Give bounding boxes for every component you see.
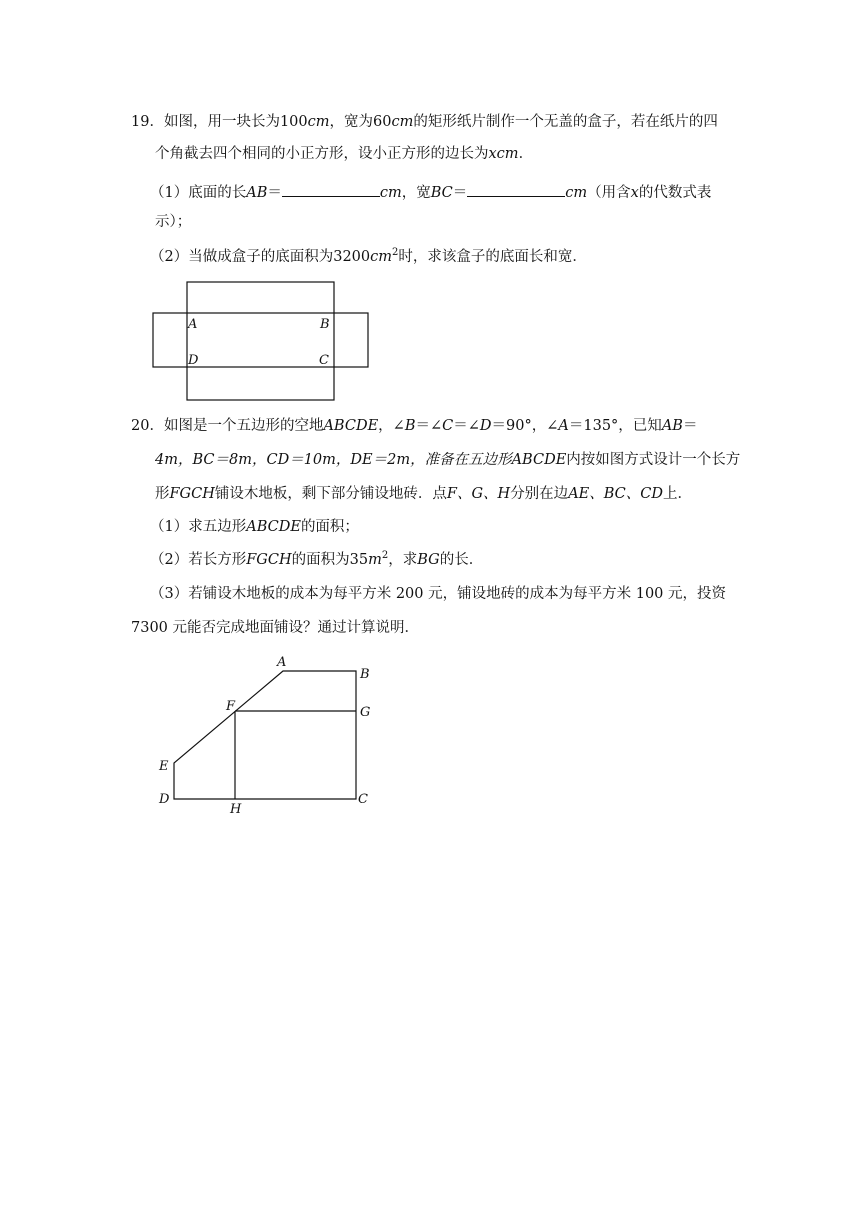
answer-blank-ab[interactable]: [282, 182, 380, 197]
q20-part1-text: （1）求五边形: [150, 519, 247, 535]
q20-text: ，求: [388, 552, 418, 568]
q20-text: 的面积；: [300, 519, 359, 535]
q20-label-c: C: [358, 792, 368, 807]
q19-part1-line-1: [150, 182, 711, 203]
q20-dimensions: 4m，BC＝8m，CD＝10m，DE＝2m，准备在五边形: [155, 452, 512, 468]
q20-line-2: [155, 450, 740, 470]
q19-part2: [150, 247, 587, 267]
q20-angle: A: [558, 418, 569, 434]
q20-rectangle: FGCH: [246, 552, 292, 568]
q19-vertical-rect: [187, 282, 334, 400]
q20-figure: [150, 650, 390, 822]
q20-text: ＝∠: [453, 418, 480, 434]
q20-text: ，∠: [378, 418, 405, 434]
q20-part3-text: 7300 元能否完成地面铺设？通过计算说明．: [131, 620, 420, 636]
q19-text: ，宽: [401, 185, 431, 201]
q19-text: ．: [518, 146, 534, 162]
q20-text: 如图是一个五边形的空地: [163, 418, 324, 434]
q20-part2-text: （2）若长方形: [150, 552, 247, 568]
q20-points: F、G、H: [446, 486, 511, 502]
q19-text: ＝: [452, 185, 468, 201]
q20-text: 形: [155, 486, 170, 502]
q20-edges: AE、BC、CD: [568, 486, 663, 502]
q19-number: 19．: [131, 114, 164, 130]
q20-label-a: A: [277, 655, 287, 670]
q20-segment: BG: [417, 552, 440, 568]
q19-part1-text: （1）底面的长: [150, 185, 247, 201]
q19-line-2: [155, 144, 533, 164]
q20-text: ＝∠: [415, 418, 443, 434]
q20-part3-text: （3）若铺设木地板的成本为每平方米 200 元，铺设地砖的成本为每平方米 100 元，投资: [150, 586, 727, 602]
q20-part3-line-1: [150, 584, 726, 604]
q19-text: 时，求该盒子的底面长和宽．: [398, 249, 587, 265]
q20-text: 内按如图方式设计一个长方: [566, 452, 741, 468]
q20-label-g: G: [360, 705, 371, 720]
q20-angle: B: [404, 418, 416, 434]
q20-text: 的长．: [439, 552, 484, 568]
q20-label-e: E: [159, 759, 169, 774]
q19-text: 示）；: [155, 214, 192, 230]
q19-label-c: C: [319, 353, 329, 368]
q20-number: 20．: [131, 418, 164, 434]
q19-unit: cm: [379, 185, 402, 201]
q19-text: 的矩形纸片制作一个无盖的盒子，若在纸片的四: [413, 114, 718, 130]
q19-width-value: 60: [373, 114, 392, 130]
q19-text: 个角截去四个相同的小正方形，设小正方形的边长为: [155, 146, 489, 162]
q19-unit: cm: [307, 114, 330, 130]
q19-text: （用含: [587, 185, 631, 201]
q19-unit: cm: [391, 114, 414, 130]
q20-polygon: ABCDE: [323, 418, 379, 434]
answer-blank-bc[interactable]: [467, 182, 565, 197]
q20-angle: C: [442, 418, 454, 434]
q20-segment: AB: [661, 418, 683, 434]
q19-text: 如图，用一块长为: [163, 114, 280, 130]
q19-figure: [150, 280, 372, 402]
q19-text: ＝: [267, 185, 282, 201]
q19-horizontal-rect: [153, 313, 368, 367]
q19-part1-line-2: [155, 212, 191, 232]
q20-label-d: D: [159, 792, 170, 807]
q20-angle: D: [479, 418, 492, 434]
q19-part2-text: （2）当做成盒子的底面积为: [150, 249, 334, 265]
q20-area-value: 35: [349, 552, 369, 568]
q19-variable: xcm: [488, 146, 519, 162]
q20-label-f: F: [226, 699, 236, 714]
q20-text: ＝: [682, 418, 698, 434]
q19-exponent: 2: [392, 247, 399, 259]
q20-pentagon: [174, 671, 356, 799]
q19-label-d: D: [188, 353, 199, 368]
q20-text: ＝90°，∠: [491, 418, 559, 434]
q20-line-1: [131, 416, 697, 436]
q20-label-b: B: [360, 667, 370, 682]
q19-text: ，宽为: [329, 114, 374, 130]
q19-area-value: 3200: [333, 249, 371, 265]
q20-line-3: [155, 484, 692, 504]
q19-segment: BC: [430, 185, 453, 201]
q20-polygon: ABCDE: [246, 519, 301, 535]
q20-exponent: 2: [381, 550, 389, 562]
q19-line-1: [131, 112, 718, 132]
q19-length-value: 100: [279, 114, 308, 130]
q20-text: 的面积为: [291, 552, 350, 568]
q20-part2: [150, 550, 483, 570]
q20-unit: m: [368, 552, 382, 568]
q20-part1: [150, 517, 359, 537]
q20-part3-line-2: [131, 618, 419, 638]
q20-text: ＝135°，已知: [568, 418, 662, 434]
q20-rectangle: FGCH: [169, 486, 215, 502]
q19-label-b: B: [320, 317, 330, 332]
q20-text: 铺设木地板，剩下部分铺设地砖．点: [214, 486, 447, 502]
q19-text: 的代数式表: [638, 185, 712, 201]
q20-polygon: ABCDE: [511, 452, 567, 468]
q19-variable: x: [630, 185, 639, 201]
q19-label-a: A: [188, 317, 198, 332]
q19-unit: cm: [370, 249, 393, 265]
q20-label-h: H: [230, 802, 242, 817]
q20-text: 分别在边: [510, 486, 569, 502]
q19-segment: AB: [246, 185, 268, 201]
q19-unit: cm: [565, 185, 588, 201]
q20-text: 上．: [662, 486, 692, 502]
